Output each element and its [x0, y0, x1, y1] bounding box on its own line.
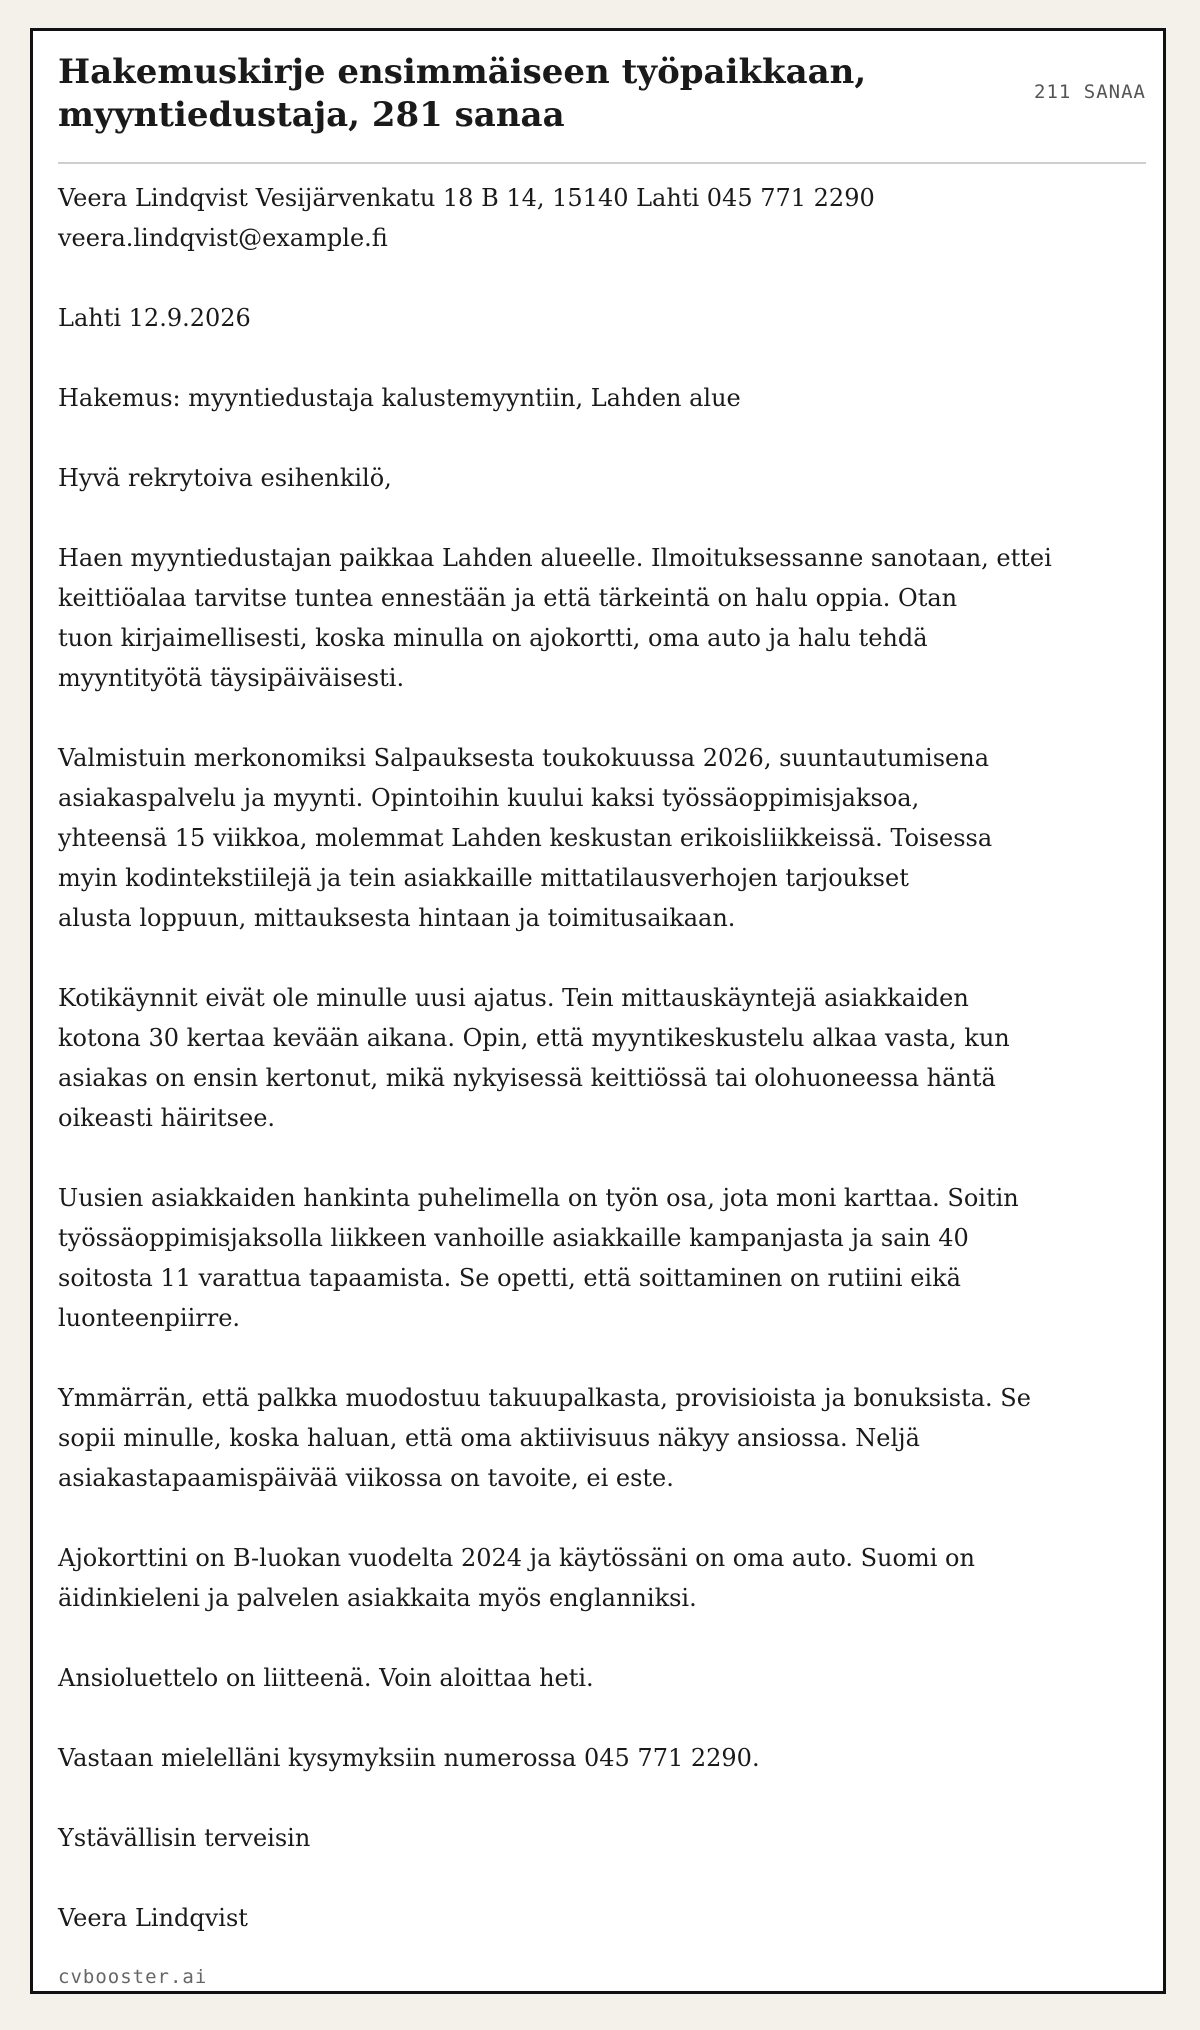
- letter-date: Lahti 12.9.2026: [58, 304, 251, 332]
- letter-paragraph: Uusien asiakkaiden hankinta puhelimella on työn osa, jota moni karttaa. Soitin työssäoppimisjaksolla liikkeen vanhoille asiakkaille kampanjasta ja sain 40 soitosta 11 varattua tapaamista. Se opetti, että soittaminen on rutiini eikä luonteenpiirre.: [58, 1184, 1019, 1332]
- letter-paragraph: Ymmärrän, että palkka muodostuu takuupalkasta, provisioista ja bonuksista. Se sopii minulle, koska haluan, että oma aktiivisuus näkyy ansiossa. Neljä asiakastapaamispäivää viikossa on tavoite, ei este.: [58, 1384, 1031, 1492]
- letter-body: [58, 178, 1118, 1978]
- letter-signature: Veera Lindqvist: [58, 1904, 248, 1932]
- document-title: Hakemuskirje ensimmäiseen työpaikkaan, myyntiedustaja, 281 sanaa: [58, 52, 867, 135]
- word-count-label: 211 SANAA: [1034, 81, 1146, 103]
- letter-paragraph: Ansioluettelo on liitteenä. Voin aloittaa heti.: [58, 1664, 594, 1692]
- footer-brand: cvbooster.ai: [58, 1966, 208, 1988]
- letter-subject: Hakemus: myyntiedustaja kalustemyyntiin, Lahden alue: [58, 384, 741, 412]
- letter-salutation: Hyvä rekrytoiva esihenkilö,: [58, 464, 392, 492]
- document-header: [58, 51, 1146, 171]
- letter-paragraph: Valmistuin merkonomiksi Salpauksesta toukokuussa 2026, suuntautumisena asiakaspalvelu ja myynti. Opintoihin kuului kaksi työssäoppimisjaksoa, yhteensä 15 viikkoa, molemmat Lahden keskustan erikoisliikkeissä. Toisessa myin kodintekstiilejä ja tein asiakkaille mittatilausverhojen tarjoukset alusta loppuun, mittauksesta hintaan ja toimitusaikaan.: [58, 744, 993, 932]
- letter-closing: Ystävällisin terveisin: [58, 1824, 311, 1852]
- sender-contact-block: Veera Lindqvist Vesijärvenkatu 18 B 14, 15140 Lahti 045 771 2290 veera.lindqvist@example.fi: [58, 184, 875, 252]
- letter-paragraph: Haen myyntiedustajan paikkaa Lahden alueelle. Ilmoituksessanne sanotaan, ettei keittiöalaa tarvitse tuntea ennestään ja että tärkeintä on halu oppia. Otan tuon kirjaimellisesti, koska minulla on ajokortti, oma auto ja halu tehdä myyntityötä täysipäiväisesti.: [58, 544, 1052, 692]
- letter-paragraph: Kotikäynnit eivät ole minulle uusi ajatus. Tein mittauskäyntejä asiakkaiden kotona 30 kertaa kevään aikana. Opin, että myyntikeskustelu alkaa vasta, kun asiakas on ensin kertonut, mikä nykyisessä keittiössä tai olohuoneessa häntä oikeasti häiritsee.: [58, 984, 1010, 1132]
- letter-paragraph: Vastaan mielelläni kysymyksiin numerossa 045 771 2290.: [58, 1744, 760, 1772]
- letter-paragraph: Ajokorttini on B-luokan vuodelta 2024 ja käytössäni on oma auto. Suomi on äidinkieleni ja palvelen asiakkaita myös englanniksi.: [58, 1544, 975, 1612]
- header-divider: [58, 162, 1146, 164]
- cover-letter-card: [30, 28, 1166, 1994]
